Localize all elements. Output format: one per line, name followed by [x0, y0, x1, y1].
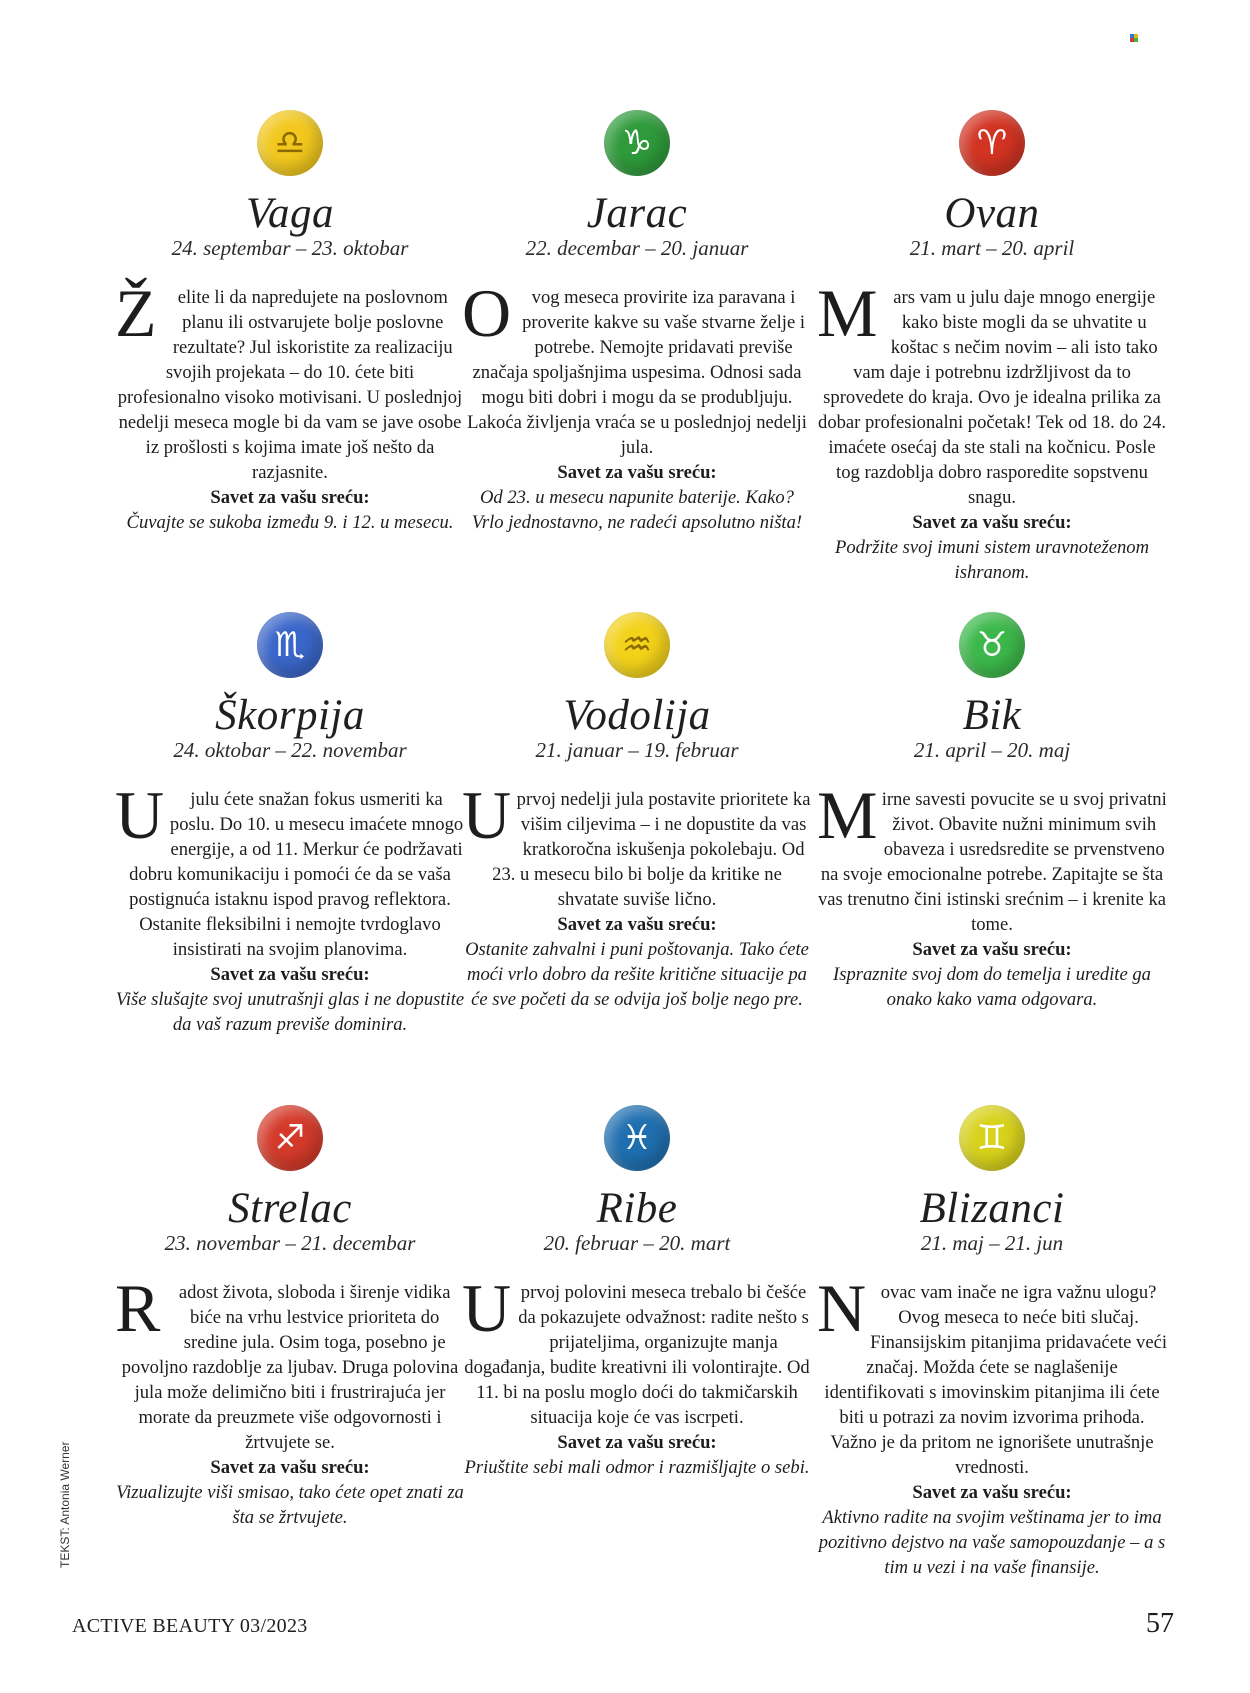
sign-ribe [462, 1105, 812, 1480]
advice-label: Savet za vašu sreću: [912, 1482, 1072, 1503]
advice-label: Savet za vašu sreću: [912, 512, 1072, 533]
taurus-icon: ♉ [959, 612, 1025, 678]
advice-text: Vizualizujte viši smisao, tako ćete opet znati za šta se žrtvujete. [116, 1482, 464, 1528]
advice-text: Podržite svoj imuni sistem uravnoteženom ishranom. [835, 537, 1149, 583]
advice-text: Više slušajte svoj unutrašnji glas i ne dopustite da vaš razum previše dominira. [115, 989, 465, 1035]
sign-body [462, 1270, 812, 1480]
scorpio-icon: ♏ [257, 612, 323, 678]
sign-dates: 23. novembar – 21. decembar [164, 1231, 416, 1255]
advice-text: Ispraznite svoj dom do temelja i uredite ga onako kako vama odgovara. [833, 964, 1151, 1010]
advice-label: Savet za vašu sreću: [210, 964, 370, 985]
horoscope-text: prvoj polovini meseca trebalo bi češće da pokazujete odvažnost: radite nešto s prijateljima, organizujte manja događanja, budite kreativni ili volontirajte. Od 11. bi na poslu moglo doći do takmičarskih situacija koje će vas iscrpeti. [464, 1282, 810, 1428]
sign-vodolija [462, 612, 812, 1012]
sign-dates: 21. januar – 19. februar [535, 738, 739, 762]
sign-body [817, 275, 1167, 585]
sign-name: Blizanci [919, 1185, 1065, 1232]
dropcap: N [817, 1270, 867, 1346]
dropcap: R [115, 1270, 161, 1346]
sign-name: Bik [962, 692, 1022, 739]
sign-dates: 24. septembar – 23. oktobar [171, 236, 409, 260]
magazine-issue: ACTIVE BEAUTY 03/2023 [72, 1615, 308, 1637]
horoscope-text: elite li da napredujete na poslovnom planu ili ostvarujete bolje poslovne rezultate? Jul iskoristite za realizaciju svojih projekata – do 10. ćete biti profesionalno visoko motivisani. U poslednjoj nedelji meseca mogle bi da vam se jave osobe iz prošlosti s kojima imate još nešto da razjasnite. [117, 287, 463, 483]
sagittarius-icon: ♐ [257, 1105, 323, 1171]
sign-body [817, 777, 1167, 1012]
sign-name: Ovan [944, 190, 1040, 237]
dropcap: Ž [115, 275, 157, 351]
sign-skorpija [115, 612, 465, 1037]
sign-body [817, 1270, 1168, 1580]
dropcap: M [817, 777, 878, 853]
sign-body [115, 777, 465, 1037]
dropcap: M [817, 275, 878, 351]
horoscope-text: julu ćete snažan fokus usmeriti ka poslu. Do 10. u mesecu imaćete mnogo energije, a od 11. Merkur će podržavati dobru komunikaciju i pomoći će da se vaša postignuća istaknu ispod pravog reflektora. Ostanite fleksibilni i nemojte tvrdoglavo insistirati na svojim planovima. [129, 789, 464, 960]
sign-name: Škorpija [215, 692, 365, 739]
horoscope-text: ars vam u julu daje mnogo energije kako biste mogli da se uhvatite u koštac s nečim novim – ali isto tako vam daje i potrebnu izdržljivost da to sprovedete do kraja. Ovo je idealna prilika za dobar profesionalni početak! Tek od 18. do 24. imaćete osećaj da ste stali na kočnicu. Posle tog razdoblja dobro rasporedite sopstvenu snagu. [818, 287, 1166, 508]
horoscope-text: prvoj nedelji jula postavite prioritete ka višim ciljevima – i ne dopustite da vas kratkoročna iskušenja pokolebaju. Od 23. u mesecu bilo bi bolje da kritike ne shvatate suviše lično. [492, 789, 811, 910]
sign-dates: 21. mart – 20. april [909, 236, 1075, 260]
advice-label: Savet za vašu sreću: [210, 487, 370, 508]
sign-body [462, 275, 812, 535]
horoscope-text: adost života, sloboda i širenje vidika biće na vrhu lestvice prioriteta do sredine jula. Osim toga, posebno je povoljno razdoblje za ljubav. Druga polovina jula može delimično biti i frustrirajuća jer morate da preuzmete više odgovornosti i žrtvujete se. [121, 1282, 459, 1453]
sign-body [115, 275, 465, 535]
horoscope-text: ovac vam inače ne igra važnu ulogu? Ovog meseca to neće biti slučaj. Finansijskim pitanjima pridavaćete veći značaj. Možda ćete se naglašenije identifikovati s imovinskim pitanjima ili ćete biti u potrazi za novim izvorima prihoda. Važno je da pritom ne ignorišete unutrašnje vrednosti. [824, 1282, 1168, 1478]
aquarius-icon: ♒ [604, 612, 670, 678]
dropcap: O [462, 275, 512, 351]
sign-ovan [817, 110, 1167, 585]
gemini-icon: ♊ [959, 1105, 1025, 1171]
sign-strelac [115, 1105, 465, 1530]
author-credit: TEKST: Antonia Werner [58, 1441, 72, 1568]
sign-dates: 20. februar – 20. mart [543, 1231, 731, 1255]
advice-label: Savet za vašu sreću: [557, 914, 717, 935]
dropcap: U [462, 777, 512, 853]
sign-name: Vaga [246, 190, 334, 237]
advice-label: Savet za vašu sreću: [557, 1432, 717, 1453]
pisces-icon: ♓ [604, 1105, 670, 1171]
sign-name: Ribe [596, 1185, 678, 1232]
advice-text: Čuvajte se sukoba između 9. i 12. u mesecu. [126, 512, 454, 533]
horoscope-text: irne savesti povucite se u svoj privatni život. Obavite nužni minimum svih obaveza i usredsredite se prvenstveno na svoje emocionalne potrebe. Zapitajte se šta vas trenutno čini istinski srećnim – i krenite ka tome. [817, 789, 1167, 935]
sign-dates: 24. oktobar – 22. novembar [173, 738, 407, 762]
advice-label: Savet za vašu sreću: [210, 1457, 370, 1478]
corner-color-mark [1130, 34, 1138, 42]
sign-name: Jarac [586, 190, 688, 237]
sign-jarac [462, 110, 812, 535]
sign-body [462, 777, 812, 1012]
aries-icon: ♈ [959, 110, 1025, 176]
page-number: 57 [1146, 1608, 1174, 1639]
sign-dates: 21. maj – 21. jun [920, 1231, 1064, 1255]
advice-text: Aktivno radite na svojim veštinama jer to ima pozitivno dejstvo na vaše samopouzdanje – a s tim u vezi i na vaše finansije. [818, 1507, 1166, 1578]
sign-name: Strelac [228, 1185, 352, 1232]
sign-blizanci [817, 1105, 1167, 1580]
sign-bik [817, 612, 1167, 1012]
dropcap: U [115, 777, 165, 853]
capricorn-icon: ♑ [604, 110, 670, 176]
sign-name: Vodolija [563, 692, 711, 739]
libra-icon: ♎ [257, 110, 323, 176]
advice-text: Od 23. u mesecu napunite baterije. Kako? Vrlo jednostavno, ne radeći apsolutno ništa! [471, 487, 803, 533]
sign-vaga [115, 110, 465, 535]
dropcap: U [462, 1270, 512, 1346]
advice-text: Priuštite sebi mali odmor i razmišljajte o sebi. [464, 1457, 810, 1478]
advice-label: Savet za vašu sreću: [557, 462, 717, 483]
sign-body [115, 1270, 465, 1530]
sign-dates: 21. april – 20. maj [913, 738, 1071, 762]
horoscope-text: vog meseca provirite iza paravana i proverite kakve su vaše stvarne želje i potrebe. Nemojte pridavati previše značaja spoljašnjima uspesima. Odnosi sada mogu biti dobri i mogu da se produbljuju. Lakoća življenja vraća se u poslednjoj nedelji jula. [467, 287, 807, 458]
advice-text: Ostanite zahvalni i puni poštovanja. Tako ćete moći vrlo dobro da rešite kritične situacije pa će sve početi da se odvija još bolje nego pre. [465, 939, 809, 1010]
advice-label: Savet za vašu sreću: [912, 939, 1072, 960]
sign-dates: 22. decembar – 20. januar [525, 236, 749, 260]
